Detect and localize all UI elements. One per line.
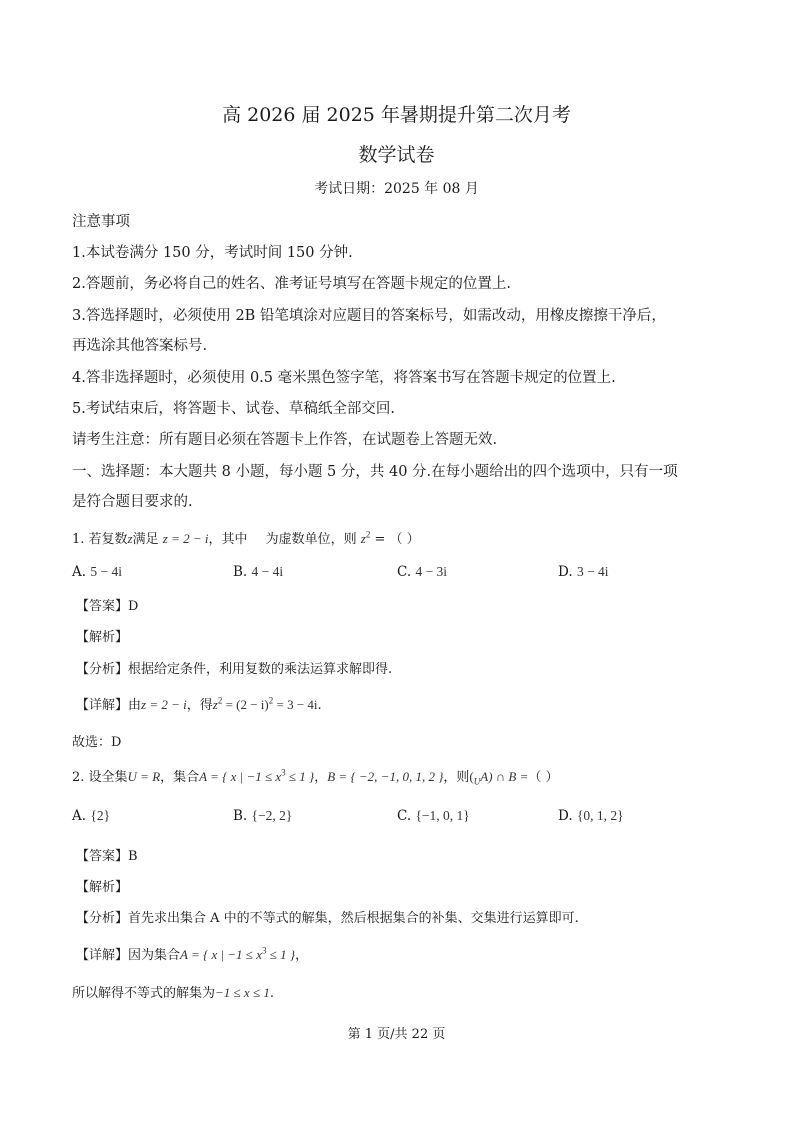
notice-item-1: 1.本试卷满分 150 分，考试时间 150 分钟. [72, 245, 353, 261]
q2-option-c: C. {−1, 0, 1} [397, 808, 470, 824]
notice-heading: 注意事项 [72, 214, 130, 230]
q1-fenxi: 【分析】根据给定条件，利用复数的乘法运算求解即得. [76, 662, 393, 677]
q2-answer: 【答案】B [76, 849, 138, 864]
q2-fenxi: 【分析】首先求出集合 A 中的不等式的解集，然后根据集合的补集、交集进行运算即可. [76, 911, 579, 926]
q1-detail: 【详解】由z = 2 − i，得$z^2 = (2 - i)^2 = 3 - 4i$. [76, 695, 322, 713]
notice-item-2: 2.答题前，务必将自己的姓名、准考证号填写在答题卡规定的位置上. [72, 276, 511, 292]
q1-analysis-label: 【解析】 [76, 630, 129, 645]
section-heading-line2: 是符合题目要求的. [72, 494, 193, 510]
q1-option-a: A. 5 − 4i [72, 564, 122, 580]
section-heading-line1: 一、选择题：本大题共 8 小题，每小题 5 分，共 40 分.在每小题给出的四个选项中，只有一项 [72, 464, 678, 480]
q1-option-c: C. 4 − 3i [397, 564, 448, 580]
question-1-stem: 1. 若复数z满足 z = 2 − i，其中 为虚数单位，则 $z^2$ = （ ） [72, 529, 420, 547]
q2-option-a: A. {2} [72, 808, 111, 824]
q2-detail: 【详解】因为集合A = { x | $-1 \le x^3 \le 1$ }， [76, 945, 309, 963]
question-2-stem: 2. 设全集U = R，集合A = { x | $-1 \le x^3 \le 1$ }，B = { −2, −1, 0, 1, 2 }，则$(_UA)$ ∩ B =（ ） [72, 767, 559, 787]
q2-option-b: B. {−2, 2} [233, 808, 293, 824]
notice-item-3: 3.答选择题时，必须使用 2B 铅笔填涂对应题目的答案标号，如需改动，用橡皮擦擦干净后， [72, 308, 666, 324]
exam-date: 考试日期：2025 年 08 月 [314, 181, 479, 197]
notice-item-4: 4.答非选择题时，必须使用 0.5 毫米黑色签字笔，将答案书写在答题卡规定的位置上. [72, 370, 616, 386]
q1-option-b: B. 4 − 4i [233, 564, 284, 580]
q2-option-d: D. {0, 1, 2} [558, 808, 624, 824]
notice-item-3-cont: 再选涂其他答案标号. [72, 338, 208, 354]
exam-subtitle: 数学试卷 [358, 144, 435, 166]
q2-solve: 所以解得不等式的解集为−1 ≤ x ≤ 1. [72, 985, 274, 1001]
q1-answer: 【答案】D [76, 599, 139, 614]
exam-title: 高 2026 届 2025 年暑期提升第二次月考 [222, 104, 571, 126]
q2-analysis-label: 【解析】 [76, 880, 129, 895]
q1-option-d: D. 3 − 4i [558, 564, 609, 580]
notice-item-5: 5.考试结束后，将答题卡、试卷、草稿纸全部交回. [72, 401, 395, 417]
page-footer: 第 1 页/共 22 页 [347, 1027, 446, 1042]
q1-choose: 故选：D [72, 735, 122, 750]
notice-reminder: 请考生注意：所有题目必须在答题卡上作答，在试题卷上答题无效. [72, 432, 498, 448]
